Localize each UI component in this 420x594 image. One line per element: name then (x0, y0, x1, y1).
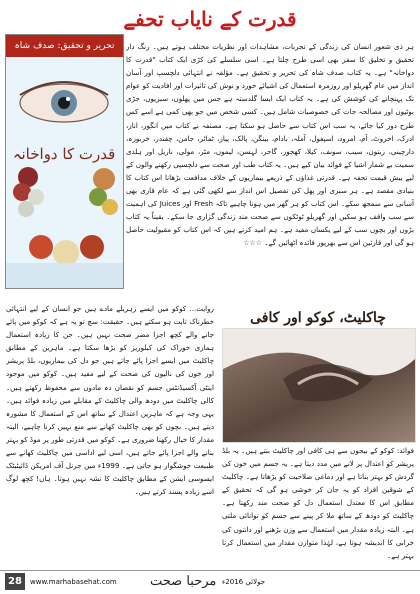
magazine-name: مرحبا صحت (150, 574, 217, 589)
website-link[interactable]: www.marhabasehat.com (30, 578, 117, 586)
intro-text: ہر ذی شعور انسان کی زندگی کے تجربات، مشاہدات اور نظریات مختلف ہوتے ہیں۔ رنگ دار تحقیق و تخلیق کا سفر بھی اسی طرح چلتا ہے۔ اسی سلسلے کی کڑی ایک کتاب "قدرت کا دواخانہ" ہے۔ یہ کتاب صدف شاہ کی تحریر و تحقیق ہے۔ مؤلفہ نے انتہائی دلچسپ اور آسان انداز میں عام گھریلو اور روزمرہ استعمال کی اشیائے خورد و نوش کی تاثیرات اور افادیت کو عوام تک پہنچانے کی کوشش کی ہے۔ یہ کتاب ایک ایسا گلدستہ ہے جس میں پھلوں، سبزیوں، جڑی بوٹیوں اور مصالحہ جات کی خصوصیات شامل ہیں۔ کسی شخص میں جو بھی کمی ہے اسے کس طرح دور کیا جائے، یہ سب اس کتاب سے حاصل ہو سکتا ہے۔ مصنفہ نے کتاب میں انگور، انار، ادرک، اخروٹ، آم، امرود، اسپغول، آملہ، بادام، بینگن، پالک، پیاز، ٹماٹر، جامن، چقندر، خربوزہ، دارچینی، زیتون، سیب، سونف، کیلا، کھجور، گاجر، لہسن، لیموں، مٹر، مولی، ناریل اور ہلدی سمیت بے شمار اشیا کے فوائد بیان کیے ہیں۔ یہ کتاب طب اور صحت سے دلچسپی رکھنے والوں کے لیے بیش قیمت تحفہ ہے۔ قدرتی غذاؤں کے ذریعے بیماریوں کے خلاف مدافعت بڑھانا اس کتاب کا بنیادی مقصد ہے۔ ہر سبزی اور پھل کی تفصیل اس انداز سے لکھی گئی ہے کہ عام قاری بھی آسانی سے سمجھ سکے۔ اس کتاب کو ہر گھر میں ہونا چاہیے تاکہ Fresh اور Juices کی اہمیت سے سب واقف ہو سکیں اور گھریلو ٹوٹکوں سے صحت مند زندگی گزاری جا سکے۔ یقیناً یہ کتاب بڑوں اور بچوں سب کے لیے یکساں مفید ہے۔ ہم امید کرتے ہیں کہ اس کتاب کو مقبولیت حاصل ہو گی اور قارئین اس سے بھرپور فائدہ اٹھائیں گے۔ (126, 42, 414, 248)
intro-paragraph (126, 40, 414, 302)
cover-byline: تحریر و تحقیق: صدف شاہ (6, 35, 123, 57)
right-column: فوائد: کوکو کے بیجوں سے ہی کافی اور چاکلیٹ بنتے ہیں۔ یہ بلڈ پریشر کو اعتدال پر لانے میں مدد دیتا ہے۔ یہ جسم میں خون کی گردش کو بہتر بناتا ہے اور دماغی صلاحیت کو بڑھاتا ہے۔ چاکلیٹ کے شوقین افراد کو یہ جان کر خوشی ہو گی کہ تحقیق کے مطابق اس کا معتدل استعمال دل کو صحت مند رکھتا ہے۔ چاکلیٹ کو دودھ کے ساتھ ملا کر پینے سے جسم کو توانائی ملتی ہے۔ البتہ زیادہ مقدار میں استعمال سے وزن بڑھنے اور دانتوں کی خرابی کا اندیشہ ہوتا ہے، لہٰذا متوازن مقدار میں استعمال کرنا بہتر ہے۔ (222, 446, 414, 560)
book-cover (5, 34, 124, 289)
article-title: قدرت کے نایاب تحفے (123, 7, 297, 31)
issue-date: جولائی 2016ء (222, 578, 266, 586)
chocolate-image (222, 328, 416, 443)
page-footer (0, 570, 420, 593)
stars-decoration: ☆☆☆ (243, 239, 263, 248)
section-title: چاکلیٹ، کوکو اور کافی (250, 310, 386, 326)
cover-title: قدرت کا دواخانہ (12, 145, 116, 163)
left-column: روایت... کوکو میں ایسے زہریلے مادے ہیں جو انسان کے لیے انتہائی خطرناک ثابت ہو سکتے ہیں۔ حقیقت: سچ تو یہ ہے کہ کوکو میں پائے جانے والے کچھ اجزا مضر صحت نہیں ہیں۔ جن کا زیادہ استعمال ہماری خوراک کی کیلوریز کو بڑھا سکتا ہے۔ ماہرین کے مطابق چاکلیٹ میں ایسے اجزا پائے جاتے ہیں جو دل کی بیماریوں، بلڈ پریشر اور خون کی نالیوں کی صحت کے لیے مفید ہیں۔ کوکو میں موجود اینٹی آکسیڈنٹس جسم کو نقصان دہ مادوں سے محفوظ رکھتے ہیں۔ کالی چاکلیٹ میں دودھ والی چاکلیٹ کے مقابلے میں زیادہ فوائد ہیں۔ یہی وجہ ہے کہ ماہرین اعتدال کے ساتھ اس کے استعمال کا مشورہ دیتے ہیں۔ بچوں کو بھی چاکلیٹ کھانے سے منع نہیں کرنا چاہیے، البتہ مقدار کا خیال رکھنا ضروری ہے۔ کوکو میں قدرتی طور پر موڈ کو بہتر بنانے والے اجزا پائے جاتے ہیں، اسی لیے اداسی میں چاکلیٹ کھانے سے طبیعت خوشگوار ہو جاتی ہے۔ 1999ء میں جرنل آف امریکن ڈائیٹیٹک ایسوسی ایشن کے مطابق چاکلیٹ کا نشہ نہیں ہوتا۔ ہاں! کچھ لوگ اسے زیادہ پسند کرتے ہیں۔ (6, 304, 214, 497)
page-number: 28 (5, 573, 25, 590)
cover-illustration (6, 57, 123, 288)
